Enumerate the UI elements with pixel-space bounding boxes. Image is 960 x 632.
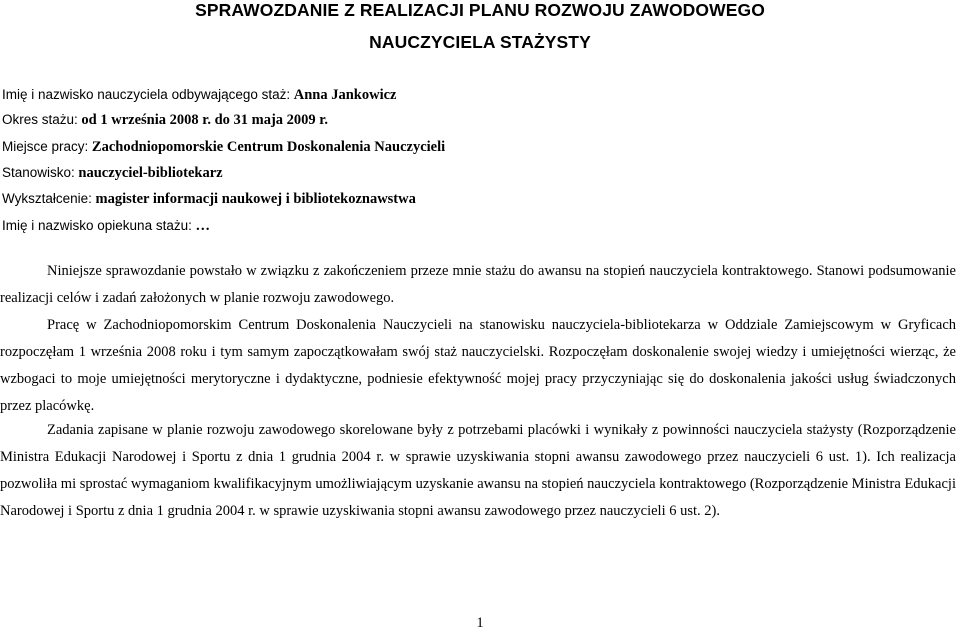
mentor-label: Imię i nazwisko opiekuna stażu: [2, 218, 192, 233]
internship-period-row [2, 111, 328, 129]
workplace-label: Miejsce pracy: [2, 139, 89, 154]
internship-period-value: od 1 września 2008 r. do 31 maja 2009 r. [81, 112, 329, 128]
internship-period-label: Okres stażu: [2, 112, 78, 127]
education-value: magister informacji naukowej i bibliotekoznawstwa [95, 191, 416, 207]
teacher-name-row [2, 86, 397, 104]
paragraph-employment: Pracę w Zachodniopomorskim Centrum Doskonalenia Nauczycieli na stanowisku nauczyciela-bibliotekarza w Oddziale Zamiejscowym w Gryficach rozpoczęłam 1 września 2008 roku i tym samym zapoczątkowałam swój staż nauczycielski. Rozpoczęłam doskonalenie swojej wiedzy i umiejętności wierząc, że wzbogaci to moje umiejętności merytoryczne i dydaktyczne, podniesie efektywność mojej pracy przyczyniając się do doskonalenia jakości usług świadczonych przez placówkę. [0, 317, 956, 414]
workplace-row [2, 138, 445, 156]
teacher-name-label: Imię i nazwisko nauczyciela odbywającego staż: [2, 87, 291, 102]
teacher-name-value: Anna Jankowicz [293, 87, 397, 103]
position-value: nauczyciel-bibliotekarz [78, 165, 223, 181]
page-number: 1 [476, 615, 484, 631]
position-row [2, 164, 223, 182]
document-title: SPRAWOZDANIE Z REALIZACJI PLANU ROZWOJU ZAWODOWEGO [195, 0, 765, 20]
document-subtitle: NAUCZYCIELA STAŻYSTY [369, 32, 591, 52]
education-row [2, 190, 416, 208]
mentor-row [2, 217, 210, 235]
paragraph-tasks: Zadania zapisane w planie rozwoju zawodowego skorelowane były z potrzebami placówki i wynikały z powinności nauczyciela stażysty (Rozporządzenie Ministra Edukacji Narodowej i Sportu z dnia 1 grudnia 2004 r. w sprawie uzyskiwania stopni awansu zawodowego przez nauczycieli 6 ust. 1). Ich realizacja pozwoliła mi sprostać wymaganiom kwalifikacyjnym umożliwiającym uzyskanie awansu na stopień nauczyciela kontraktowego (Rozporządzenie Ministra Edukacji Narodowej i Sportu z dnia 1 grudnia 2004 r. w sprawie uzyskiwania stopni awansu zawodowego przez nauczycieli 6 ust. 2). [0, 422, 956, 519]
workplace-value: Zachodniopomorskie Centrum Doskonalenia Nauczycieli [91, 139, 446, 155]
mentor-value: … [195, 218, 210, 234]
paragraph-intro: Niniejsze sprawozdanie powstało w związku z zakończeniem przeze mnie stażu do awansu na stopień nauczyciela kontraktowego. Stanowi podsumowanie realizacji celów i zadań założonych w planie rozwoju zawodowego. [0, 263, 956, 306]
position-label: Stanowisko: [2, 165, 75, 180]
education-label: Wykształcenie: [2, 191, 92, 206]
